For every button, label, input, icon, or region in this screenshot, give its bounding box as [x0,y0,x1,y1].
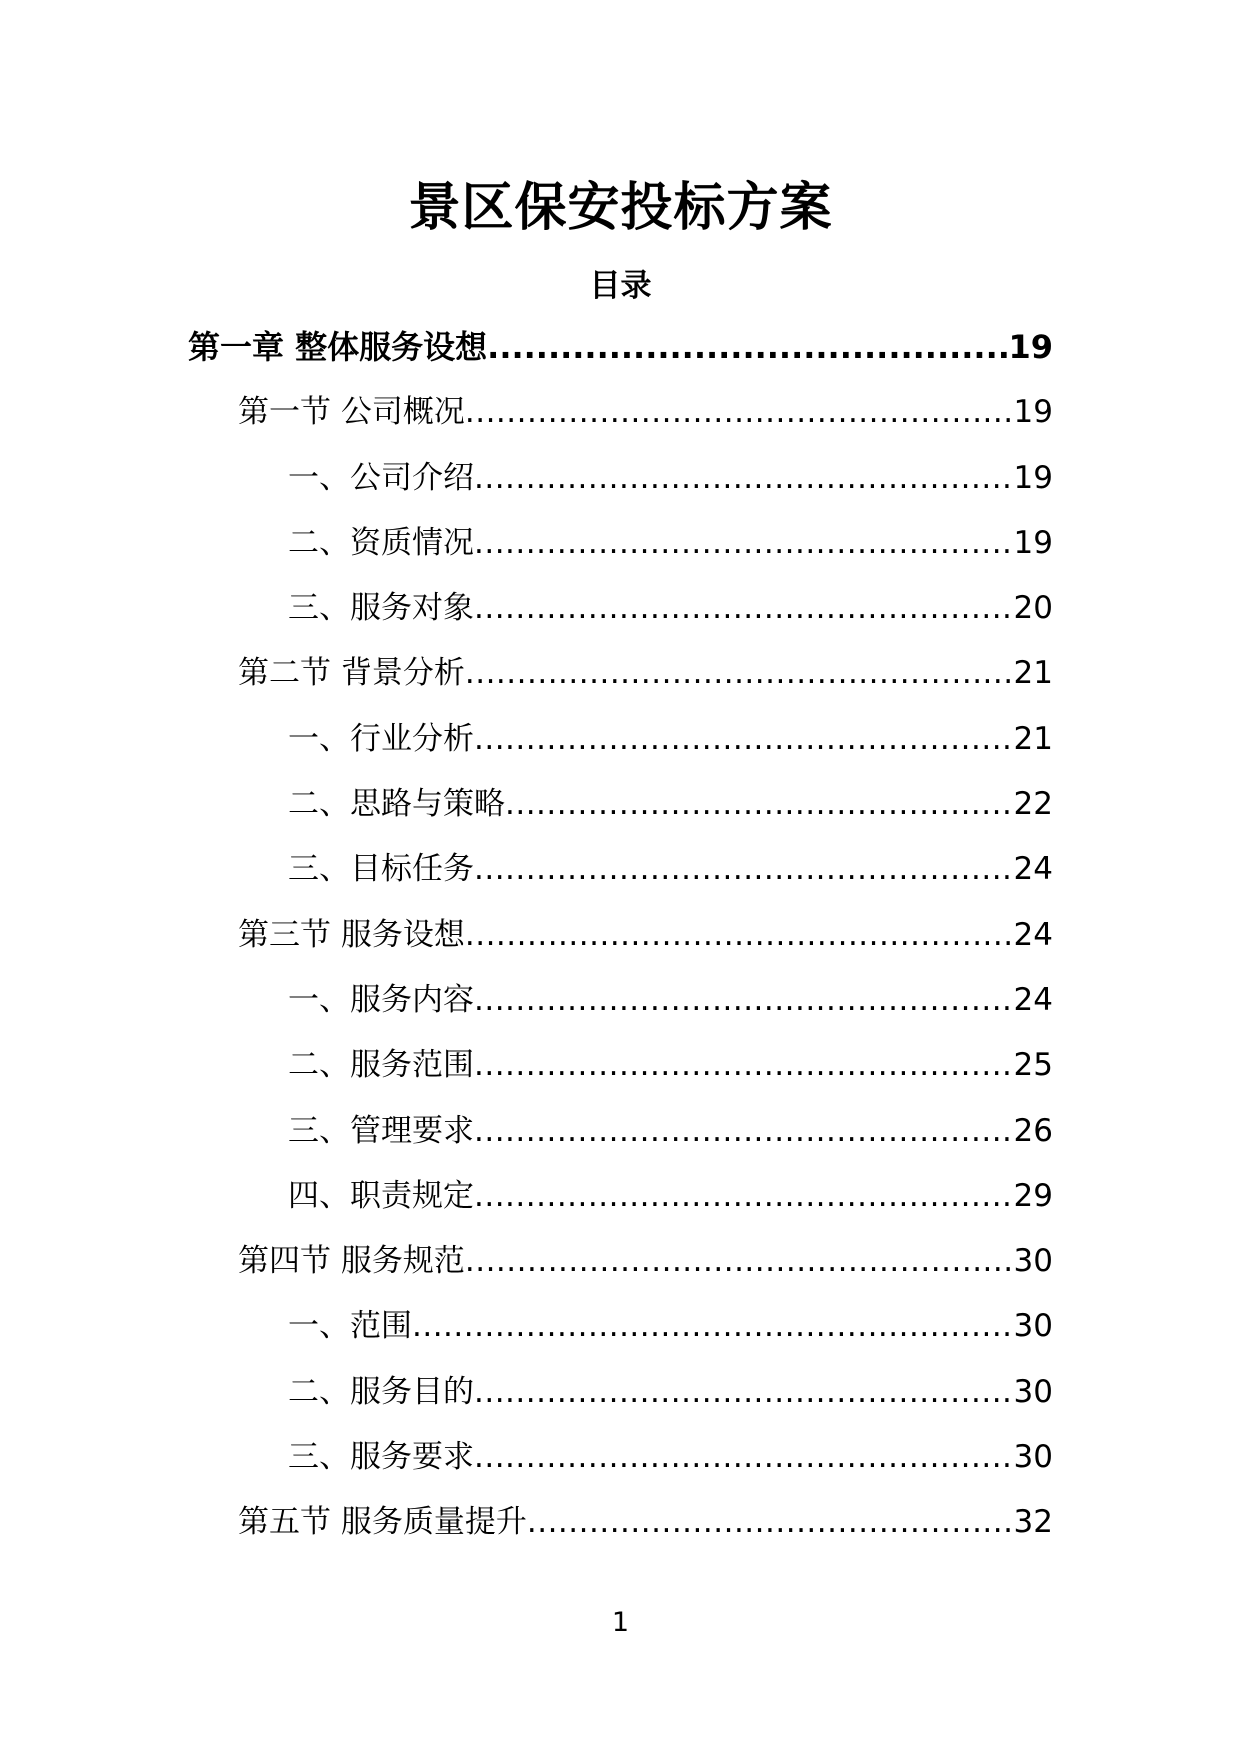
toc-entry-label: 第一节 公司概况 [238,394,465,431]
toc-dot-leader [474,978,1014,1022]
toc-entry-page: 30 [1013,1439,1053,1476]
page-number: 1 [611,1607,630,1638]
toc-entry-label: 四、职责规定 [288,1177,474,1214]
toc-entry-page: 30 [1013,1308,1053,1345]
toc-entry-page: 22 [1013,786,1053,823]
toc-entry-label: 三、服务要求 [288,1439,474,1476]
toc-entry-label: 三、管理要求 [288,1112,474,1149]
toc-entry-page: 19 [1008,328,1053,366]
table-of-contents [0,325,1241,1566]
toc-entry-label: 第二节 背景分析 [238,655,465,692]
toc-heading: 目录 [589,268,652,304]
toc-entry[interactable] [0,1174,1241,1239]
toc-dot-leader [412,1304,1014,1348]
toc-dot-leader [474,456,1014,500]
toc-entry[interactable] [0,586,1241,651]
toc-dot-leader [465,913,1014,957]
toc-entry[interactable] [0,1043,1241,1108]
toc-entry[interactable] [0,717,1241,782]
toc-entry-page: 19 [1013,524,1053,561]
toc-entry[interactable] [0,913,1241,978]
toc-entry[interactable] [0,1304,1241,1369]
toc-entry-page: 30 [1013,1373,1053,1410]
toc-dot-leader [465,1239,1014,1283]
toc-entry-page: 29 [1013,1177,1053,1214]
toc-entry[interactable] [0,1109,1241,1174]
toc-entry-label: 一、服务内容 [288,981,474,1018]
toc-entry[interactable] [0,651,1241,716]
toc-dot-leader [465,390,1014,434]
toc-entry-label: 第四节 服务规范 [238,1243,465,1280]
toc-entry[interactable] [0,1500,1241,1565]
toc-entry-label: 二、服务目的 [288,1373,474,1410]
toc-entry-label: 第一章 整体服务设想 [188,328,488,366]
toc-entry-page: 32 [1013,1504,1053,1541]
toc-dot-leader [474,1174,1014,1218]
toc-entry[interactable] [0,978,1241,1043]
toc-entry-page: 26 [1013,1112,1053,1149]
toc-dot-leader [474,586,1014,630]
toc-entry[interactable] [0,456,1241,521]
toc-entry-label: 第五节 服务质量提升 [238,1504,527,1541]
toc-dot-leader [487,325,1008,369]
toc-entry-label: 三、服务对象 [288,590,474,627]
document-title: 景区保安投标方案 [408,178,833,238]
toc-entry[interactable] [0,782,1241,847]
toc-dot-leader [474,1435,1014,1479]
toc-dot-leader [474,1043,1014,1087]
toc-entry-page: 24 [1013,981,1053,1018]
toc-entry-page: 30 [1013,1243,1053,1280]
toc-entry[interactable] [0,1370,1241,1435]
toc-entry-page: 24 [1013,851,1053,888]
toc-entry-label: 第三节 服务设想 [238,916,465,953]
toc-entry-label: 一、行业分析 [288,720,474,757]
toc-entry[interactable] [0,521,1241,586]
toc-entry-label: 二、资质情况 [288,524,474,561]
toc-entry[interactable] [0,1435,1241,1500]
toc-entry-label: 二、思路与策略 [288,786,505,823]
toc-dot-leader [527,1500,1014,1544]
toc-dot-leader [474,717,1014,761]
toc-entry[interactable] [0,325,1241,390]
toc-dot-leader [474,847,1014,891]
toc-dot-leader [474,1370,1014,1414]
toc-entry-label: 二、服务范围 [288,1047,474,1084]
toc-entry-page: 21 [1013,720,1053,757]
toc-entry-page: 19 [1013,459,1053,496]
toc-entry-label: 一、范围 [288,1308,412,1345]
toc-entry[interactable] [0,847,1241,912]
toc-dot-leader [474,521,1014,565]
toc-entry-page: 19 [1013,394,1053,431]
toc-entry-label: 一、公司介绍 [288,459,474,496]
toc-entry-label: 三、目标任务 [288,851,474,888]
toc-entry-page: 20 [1013,590,1053,627]
toc-entry-page: 24 [1013,916,1053,953]
toc-entry[interactable] [0,390,1241,455]
toc-dot-leader [465,651,1014,695]
toc-entry[interactable] [0,1239,1241,1304]
toc-dot-leader [505,782,1014,826]
toc-entry-page: 25 [1013,1047,1053,1084]
toc-entry-page: 21 [1013,655,1053,692]
toc-dot-leader [474,1109,1014,1153]
